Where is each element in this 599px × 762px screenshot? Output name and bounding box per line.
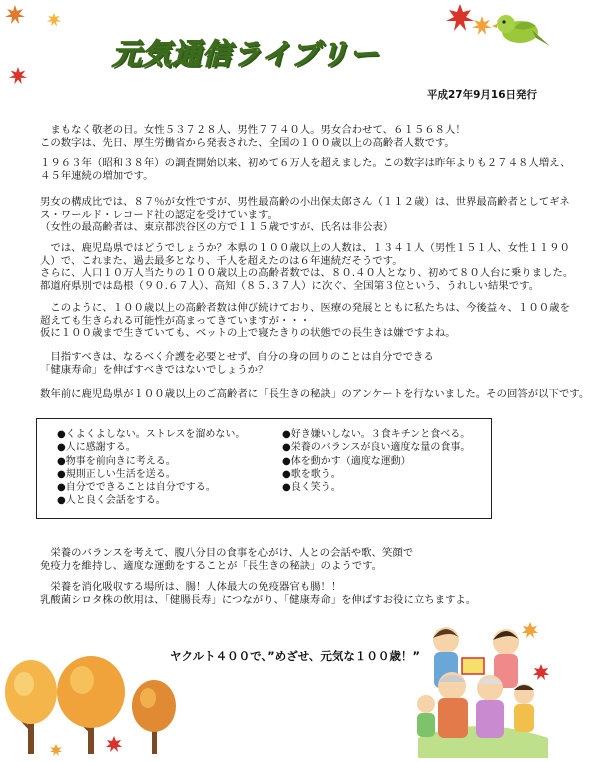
list-item: ●人と良く会話をする。 <box>57 495 166 507</box>
maple-leaf-icon <box>8 66 28 86</box>
paragraph-survey-intro: 数年前に鹿児島県が１００歳以上のご高齢者に「長生きの秘訣」のアンケートを行ないました。その回答が以下です。 <box>40 388 590 400</box>
autumn-leaves-icon <box>446 2 496 42</box>
list-item: ●くよくよしない。ストレスを溜めない。 <box>57 429 246 440</box>
maple-leaf-icon <box>4 4 26 26</box>
paragraph-conclusion: 栄養のバランスを考えて、腹八分目の食事を心がけ、人との会話や歌、笑顔で 免疫力を維持し、適度な運動をすることが「長生きの秘訣」のようです。 <box>40 547 414 572</box>
paragraph-survey-history: １９６３年（昭和３８年）の調査開始以来、初めて６万人を超えました。この数字は昨年よりも２７４８人増え、 ４５年連続の増加です。 <box>40 157 571 182</box>
list-item: ●規則正しい生活を送る。 <box>57 468 176 480</box>
bird-icon <box>492 6 552 54</box>
paragraph-kagoshima: では、鹿児島県ではどうでしょうか？本県の１００歳以上の人数は、１３４１人（男性１５１人、女性１１９０ 人）で、これまた、過去最多となり、千人を超えたのは６年連続だそうです。 さらに、人口１０万人当たりの１００歳以上の高齢者数では、８０.４０人となり、初めて８０人台に乗りました。 都道府県別では島根（９０.６７人）、高知（８５.３７人）に次ぐ、全国第３位という、うれしい結果です。 <box>40 242 574 292</box>
longevity-secrets-box <box>36 418 492 519</box>
list-item: ●良く笑う。 <box>282 482 341 494</box>
list-item: ●歌を歌う。 <box>282 468 341 480</box>
secrets-list-right <box>282 428 470 494</box>
paragraph-longevity-trend: このように、１００歳以上の高齢者数は伸び続けており、医療の発展とともに私たちは、今後益々、１００歳を 超えても生きられる可能性が高まってきていますが・・・ 仮に１００歳まで生きていても、ベットの上で寝たきりの状態での長生きは嫌ですよね。 <box>40 302 570 340</box>
maple-leaf-icon <box>46 12 62 28</box>
list-item: ●自分でできることは自分でする。 <box>57 482 216 494</box>
list-item: ●人に感謝する。 <box>57 442 136 454</box>
list-item: ●体を動かす（適度な運動） <box>282 455 411 467</box>
autumn-trees-illustration <box>4 640 184 758</box>
list-item: ●栄養のバランスが良い適度な量の食事。 <box>282 442 471 454</box>
slogan: ヤクルト４００で、”めざせ、元気な１００歳！” <box>170 649 420 663</box>
paragraph-gut-health: 栄養を消化吸収する場所は、腸！人体最大の免疫器官も腸！！ 乳酸菌シロタ株の飲用は、「健腸長寿」につながり、「健康寿命」を伸ばすお役に立ちますよ。 <box>40 581 477 606</box>
secrets-list-left <box>57 428 245 508</box>
list-item: ●物事を前向きに考える。 <box>57 455 176 467</box>
list-item: ●好き嫌いしない。３食キチンと食べる。 <box>282 429 471 440</box>
paragraph-gender-ratio: 男女の構成比では、８７％が女性ですが、男性最高齢の小出保太郎さん（１１２歳）は、世界最高齢者としてギネ ス・ワールド・レコード社の認定を受けています。 （女性の最高齢者は、東京都渋谷区の方で１１５歳ですが、氏名は非公表） <box>40 196 570 234</box>
paragraph-healthy-life: 目指すべきは、なるべく介護を必要とせず、自分の身の回りのことは自分でできる 「健康寿命」を伸ばすべきではないでしょうか？ <box>40 351 434 376</box>
paragraph-centenarian-count: まもなく敬老の日。女性５３７２８人、男性７７４０人。男女合わせて、６１５６８人！ この数字は、先日、厚生労働省から発表された、全国の１００歳以上の高齢者人数です。 <box>40 124 466 149</box>
issue-date: 平成27年9月16日発行 <box>426 89 537 101</box>
page-title: 元気通信ライブリー <box>112 37 380 71</box>
family-illustration <box>408 618 554 758</box>
